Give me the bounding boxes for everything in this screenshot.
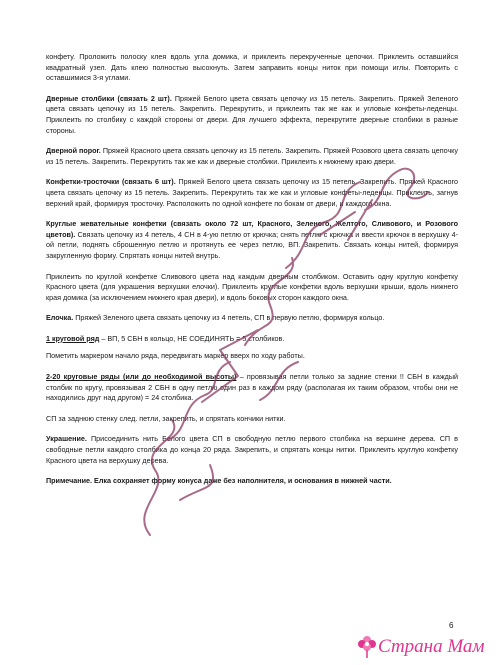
document-body [46, 52, 458, 497]
paragraph [46, 434, 458, 466]
text: – ВП, 5 СБН в кольцо, НЕ СОЕДИНЯТЬ = 5 столбиков. [99, 333, 285, 343]
paragraph [46, 146, 458, 167]
paragraph [46, 219, 458, 261]
text: Пряжей Красного цвета связать цепочку из 15 петель. Закрепить. Пряжей Розового цвета связать цепочку из 15 петель. Закрепить. Перекрутить так же как и дверные столбики. Приклеить к нижнему краю двери. [46, 146, 459, 166]
text: СП за заднюю стенку след. петли, закрепить, и спрятать кончики нитки. [46, 413, 286, 423]
text: Пряжей Зеленого цвета связать цепочку из 4 петель, СП в первую петлю, формируя кольцо. [73, 313, 385, 323]
bold-text: Елка сохраняет форму конуса даже без наполнителя, и основания в нижней части. [92, 476, 392, 486]
paragraph [46, 52, 458, 84]
bold-text: Конфетки-тросточки (связать 6 шт). [46, 177, 176, 187]
page-number: 6 [449, 621, 454, 630]
paragraph [46, 313, 458, 324]
paragraph [46, 476, 458, 487]
text: Пометить маркером начало ряда, передвигать маркер вверх по ходу работы. [46, 351, 305, 361]
flower-logo-icon [356, 632, 378, 658]
text: – провязывая петли только за задние стенки !! СБН в каждый столбик по кругу, провязывая 2 СБН в одну петлю один раз в каждом ряду (располагая их таким образом, чтобы они не находились друг над другом) = 24 столбика. [46, 372, 458, 403]
paragraph [46, 272, 458, 304]
site-logo [356, 632, 496, 662]
paragraph [46, 177, 458, 209]
bold-text: Дверные столбики (связать 2 шт). [46, 93, 172, 103]
paragraph [46, 372, 458, 404]
text: Пряжей Белого цвета связать цепочку из 15 петель. Закрепить. Пряжей Зеленого цвета связать цепочку из 15 петель. Закрепить. Перекрутить, и приклеить так же как и угловые конфеты-леденцы. Приклеить по столбику с каждой стороны от двери. Для лучшего эффекта, перекрутите дверные столбики в разные стороны. [46, 93, 458, 135]
bold-text: 2-20 круговые ряды (или до необходимой высоты) [46, 372, 237, 382]
text: Приклеить по круглой конфетке Сливового цвета над каждым дверным столбиком. Оставить одну круглую конфетку Красного цвета (для украшения верхушки елочки). Приклеить круглые конфетки вдоль верхушки крыши, вдоль нижнего края домика (за исключением нижнего края двери), и вдоль боковых сторон каждого окна. [46, 271, 458, 302]
logo-text: Страна Мам [378, 636, 485, 657]
paragraph [46, 351, 458, 362]
paragraph [46, 334, 458, 345]
bold-text: 1 круговой ряд [46, 333, 100, 343]
bold-text: Украшение. [46, 434, 87, 444]
text: Пряжей Белого цвета связать цепочку из 15 петель. Закрепить. Пряжей Красного цвета связать цепочку из 15 петель. Закрепить. Перекрутить так же как и угловые конфеты-леденцы. Приклеить, загнув верхний край, формируя тросточку. Расположить по одной конфете по бокам от двери, и каждого окна. [46, 177, 458, 208]
text: Связать цепочку из 4 петель, 4 СН в 4-ую петлю от крючка; снять петлю с крючка и ввести крючок в верхушку 4-ой петли, поднять сброшенную петлю и протянуть ее через петлю, ВП. Закрепить. Связать концы нитей, формируя закругленную форму. Спрятать концы нитей внутрь. [46, 229, 458, 260]
bold-text: Круглые жевательные конфетки (связать около 72 шт, Красного, Зеленого, Желтого, Сливового, и Розового цветов). [46, 219, 458, 239]
bold-text: Дверной порог. [46, 146, 101, 156]
text: Присоединить нить Белого цвета СП в свободную петлю первого столбика на вершине дерева. СП в свободные петли каждого столбика до конца 20 ряда. Закрепить, и спрятать концы нитки. Приклеить круглую конфетку Красного цвета на верхушку дерева. [46, 434, 458, 465]
paragraph [46, 414, 458, 425]
bold-text: Елочка. [46, 313, 74, 323]
paragraph [46, 94, 458, 136]
bold-text: Примечание. [46, 476, 93, 486]
text: конфету. Проложить полоску клея вдоль угла домика, и приклеить перекрученные цепочки. Приклеить оставшийся квадратный узел. Дать клею полностью высохнуть. Затем заправить концы ниток при помощи иглы. Повторить с оставшимися 3-я углами. [46, 52, 458, 83]
